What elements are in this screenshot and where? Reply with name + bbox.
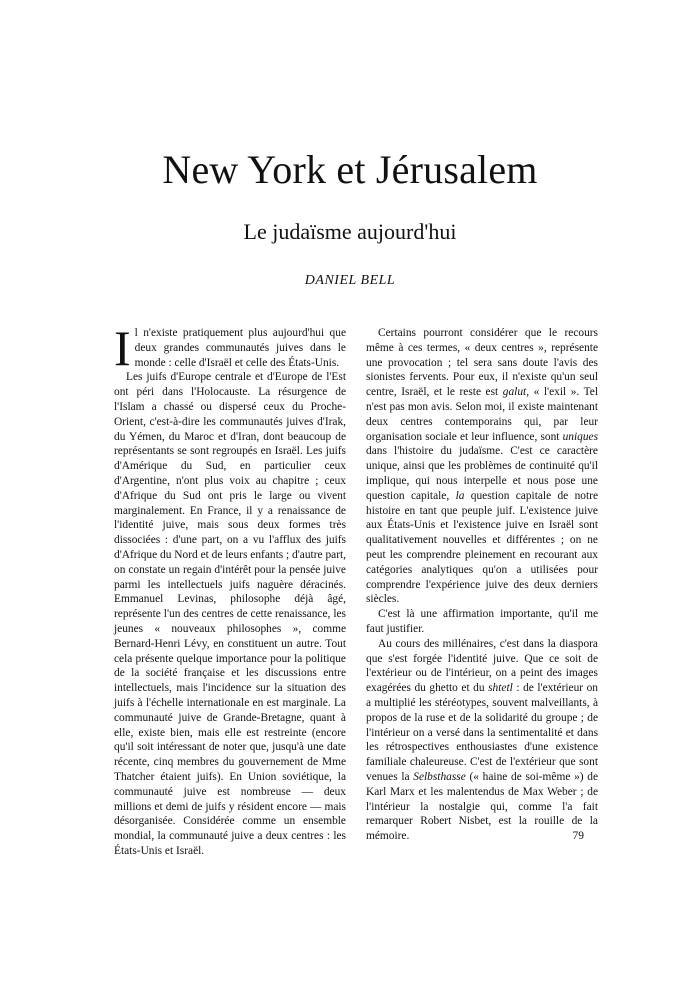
italic-term: uniques (562, 430, 598, 443)
article-subtitle: Le judaïsme aujourd'hui (243, 219, 457, 244)
body-paragraph: Les juifs d'Europe centrale et d'Europe de l'Est ont péri dans l'Holocauste. La résurgence de l'Islam a chassé ou dispersé ceux du Proche-Orient, c'est-à-dire les communautés juives d'Irak, du Yémen, du Maroc et d'Iran, dont beaucoup de représentants se sont regroupés en Israël. Les juifs d'Amérique du Sud, en particulier ceux d'Argentine, n'ont plus voix au chapitre ; ceux d'Afrique du Sud ont pris le large ou vivent marginalement. En France, il y a renaissance de l'identité juive, mais sous deux formes très dissociées : d'une part, on a vu l'afflux des juifs d'Afrique du Nord et de leurs enfants ; d'autre part, on constate un regain d'intérêt pour la pensée juive parmi les intellectuels juifs naguère déracinés. Emmanuel Levinas, philosophe déjà âgé, représente l'un des centres de cette renaissance, les jeunes « nouveaux philosophes », comme Bernard-Henri Lévy, en constituent un autre. Tout cela présente quelque importance pour la politique de la société française et les discussions entre intellectuels, mais l'incidence sur la situation des juifs à l'échelle internationale en est marginale. La communauté juive de Grande-Bretagne, quant à elle, existe bien, mais elle est restreinte (encore qu'il soit intéressant de noter que, jusqu'à une date récente, cinq membres du gouvernement de Mme Thatcher étaient juifs). En Union soviétique, la communauté juive est nombreuse — deux millions et demi de juifs y résident encore — mais désorganisée. Considérée comme un ensemble mondial, la communauté juive a deux centres : les États-Unis et Israël. (114, 371, 346, 857)
opening-paragraph-text: l n'existe pratiquement plus aujourd'hui que deux grandes communautés juives dans le monde : celle d'Israël et celle des États-Unis. (134, 327, 346, 369)
text-run: (« haine de soi-même ») de Karl Marx et les malentendus de Max Weber ; de l'intérieur la nostalgie qui, comme l'a fait remarquer Robert Nisbet, est la rouille de la mémoire. (366, 770, 599, 843)
opening-paragraph (114, 320, 346, 376)
right-column (366, 326, 598, 844)
text-run: , « l'exil ». Tel n'est pas mon avis. Selon moi, il existe maintenant deux centres contemporains qui, par leur organisation sociale et leur influence, sont (366, 386, 599, 443)
page-number: 79 (572, 830, 584, 842)
text-run: Au cours des millénaires, c'est dans la diaspora que s'est forgée l'identité juive. Que ce soit de l'extérieur ou de l'intérieur, on a peint des images exagérées du ghetto et du (366, 637, 598, 695)
text-run: dans l'histoire du judaïsme. C'est ce caractère unique, ainsi que les problèmes de continuité qu'il implique, qui nous interpelle et nous pose une question capitale, (366, 445, 598, 502)
text-run: : de l'extérieur on a multiplié les stéréotypes, souvent malveillants, à propos de la ruse et de la solidarité du groupe ; de l'intérieur on a versé dans la sentimentalité et dans les rétrospectives enthousiastes d'une existence familiale chaleureuse. C'est de l'extérieur que sont venues la (366, 682, 599, 783)
text-run: Certains pourront considérer que le recours même à ces termes, « deux centres », représente une provocation ; tel sera sans doute l'avis des sionistes fervents. Pour eux, il n'existe qu'un seul centre, Israël, et le reste est (366, 327, 598, 399)
italic-term: shtetl (488, 682, 513, 695)
article-author: DANIEL BELL (304, 273, 396, 288)
article-title: New York et Jérusalem (162, 147, 538, 192)
italic-term: galut (502, 386, 527, 399)
text-run: question capitale de notre histoire en tant que peuple juif. L'existence juive aux États-Unis et l'existence juive en Israël sont qualitativement nouvelles et différentes ; on ne peut les comprendre pleinement en recourant aux catégories analytiques qu'on a utilisées pour comprendre l'expérience juive des deux derniers siècles. (366, 489, 598, 606)
drop-cap: I (114, 320, 131, 376)
italic-term: Selbsthasse (413, 770, 466, 783)
body-paragraph (366, 637, 598, 844)
italic-term: la (455, 489, 465, 502)
body-paragraph: C'est là une affirmation importante, qu'il me faut justifier. (366, 608, 598, 635)
body-paragraph (366, 326, 598, 607)
left-column (114, 320, 346, 859)
